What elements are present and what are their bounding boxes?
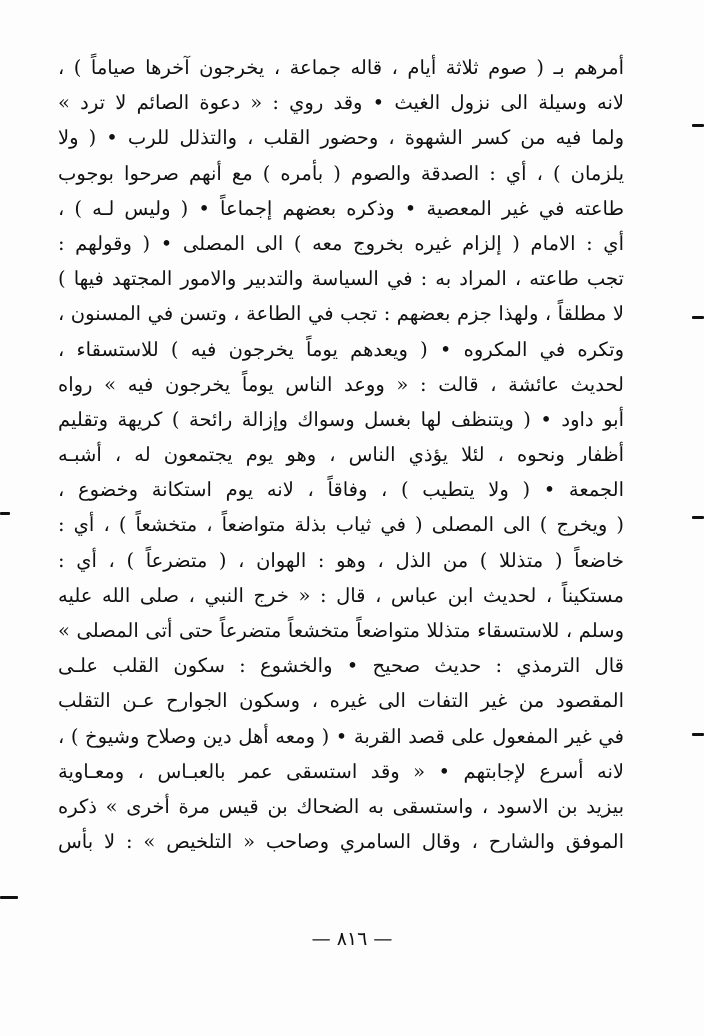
text-line: لا مطلقاً ، ولهذا جزم بعضهم : تجب في الطاعة ، وتسن في المسنون ، xyxy=(58,302,624,326)
text-line: أي : الامام ( إلزام غيره بخروج معه ) الى المصلى • ( وقولهم : xyxy=(58,231,624,255)
text-line: ( ويخرج ) الى المصلى ( في ثياب بذلة متواضعاً ، متخشعاً ) ، أي : xyxy=(58,513,624,537)
margin-mark xyxy=(692,316,704,319)
margin-mark xyxy=(692,516,704,519)
text-line: لحديث عائشة ، قالت : « ووعد الناس يوماً يخرجون فيه » رواه xyxy=(58,372,624,396)
margin-mark xyxy=(692,733,704,736)
text-line: مستكيناً ، لحديث ابن عباس ، قال : « خرج النبي ، صلى الله عليه xyxy=(58,583,624,607)
text-line: لانه وسيلة الى نزول الغيث • وقد روي : « دعوة الصائم لا ترد » xyxy=(58,91,624,115)
text-line: خاضعاً ( متذللا ) من الذل ، وهو : الهوان ، ( متضرعاً ) ، أي : xyxy=(58,548,624,572)
text-line: أظفار ونحوه ، لئلا يؤذي الناس ، وهو يوم يجتمعون له ، أشبـه xyxy=(58,443,624,467)
text-line: وتكره في المكروه • ( ويعدهم يوماً يخرجون فيه ) للاستسقاء ، xyxy=(58,337,624,361)
text-line: الموفق والشارح ، وقال السامري وصاحب « التلخيص » : لا بأس xyxy=(58,830,624,854)
text-line: قال الترمذي : حديث صحيح • والخشوع : سكون القلب علـى xyxy=(58,654,624,678)
text-line: تجب طاعته ، المراد به : في السياسة والتدبير والامور المجتهد فيها ) xyxy=(58,267,624,291)
text-line: ولما فيه من كسر الشهوة ، وحضور القلب ، والتذلل للرب • ( ولا xyxy=(58,126,624,150)
text-line: المقصود من غير التفات الى غيره ، وسكون الجوارح عـن التقلب xyxy=(58,689,624,713)
text-line: يلزمان ) ، أي : الصدقة والصوم ( بأمره ) مع أنهم صرحوا بوجوب xyxy=(58,161,624,185)
margin-mark xyxy=(692,124,704,127)
page-number: — ٨١٦ — xyxy=(311,928,393,950)
body-text xyxy=(58,50,624,859)
text-line: في غير المفعول على قصد القربة • ( ومعه أهل دين وصلاح وشيوخ ) ، xyxy=(58,724,624,748)
margin-mark xyxy=(0,512,10,515)
text-line: وسلم ، للاستسقاء متذللا متواضعاً متخشعاً متضرعاً حتى أتى المصلى » xyxy=(58,619,624,642)
text-line: طاعته في غير المعصية • وذكره بعضهم إجماعاً • ( وليس لـه ) ، xyxy=(58,196,624,220)
text-line: الجمعة • ( ولا يتطيب ) ، وفاقاً ، لانه يوم استكانة وخضوع ، xyxy=(58,478,624,502)
text-line: أمرهم بـ ( صوم ثلاثة أيام ، قاله جماعة ، يخرجون آخرها صياماً ) ، xyxy=(58,56,624,79)
margin-mark xyxy=(0,896,18,899)
text-line: لانه أسرع لإجابتهم • « وقد استسقى عمر بالعبـاس ، ومعـاوية xyxy=(58,759,624,783)
text-line: أبو داود • ( ويتنظف لها بغسل وسواك وإزالة رائحة ) كريهة وتقليم xyxy=(58,407,624,431)
text-line: بيزيد بن الاسود ، واستسقى به الضحاك بن قيس مرة أخرى » ذكره xyxy=(58,794,624,818)
